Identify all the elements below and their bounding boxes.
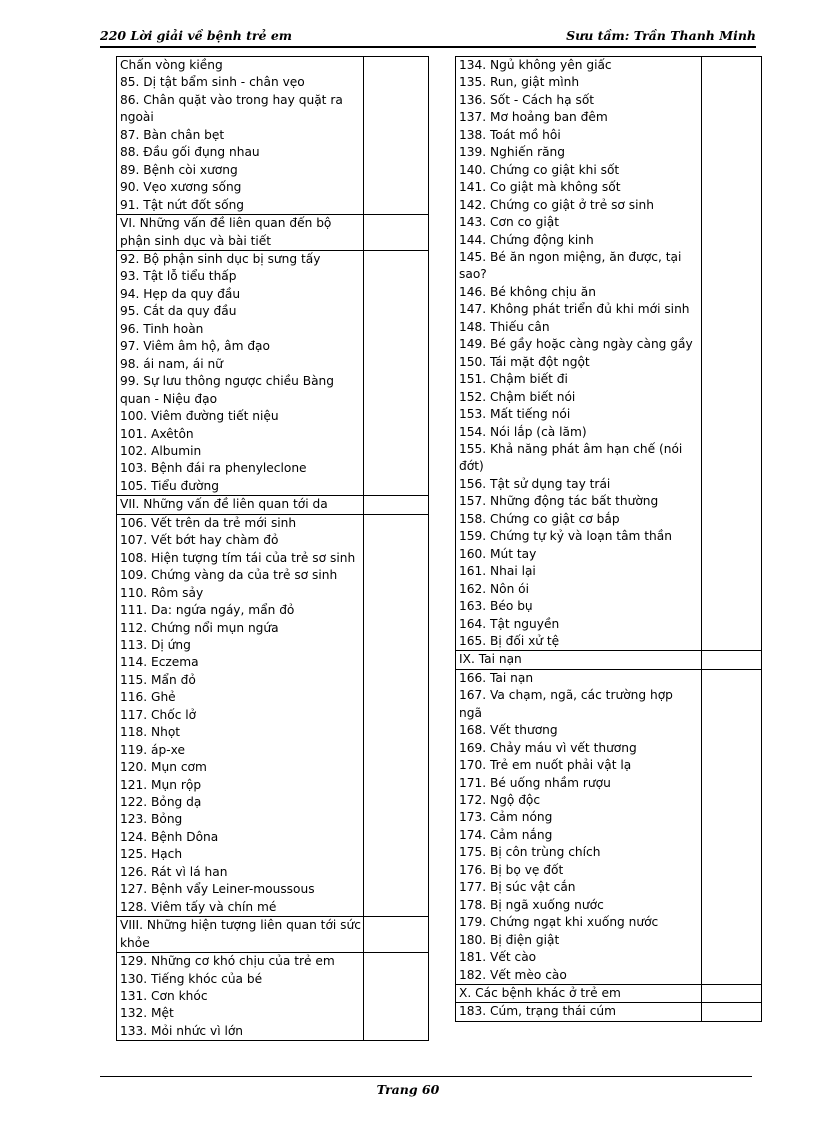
contents-entry: 90. Vẹo xương sống [120,180,242,195]
contents-entry: 93. Tật lỗ tiểu thấp [120,269,237,284]
left-contents-list [117,57,363,1040]
contents-entry: 85. Dị tật bẩm sinh - chân vẹo [120,75,305,90]
contents-entry: 91. Tật nứt đốt sống [120,197,245,212]
contents-entry: 89. Bệnh còi xương [120,162,238,177]
contents-entry: 182. Vết mèo cào [459,967,567,982]
contents-entry: 103. Bệnh đái ra phenyleclone [120,461,307,476]
contents-entry: 115. Mẩn đỏ [120,672,196,687]
contents-entry: 101. Axêtôn [120,426,194,441]
contents-entry: 176. Bị bọ vẹ đốt [459,862,564,877]
section-heading: X. Các bệnh khác ở trẻ em [456,984,701,1003]
contents-entry: 168. Vết thương [459,723,558,738]
contents-entry: 131. Cơn khóc [120,989,208,1004]
contents-entry: 92. Bộ phận sinh dục bị sưng tấy [120,251,321,266]
contents-entry: 174. Cảm nắng [459,827,553,842]
contents-entry: 110. Rôm sảy [120,585,204,600]
contents-entry: 151. Chậm biết đi [459,372,568,387]
contents-entry: 142. Chứng co giật ở trẻ sơ sinh [459,197,654,212]
contents-entry: 95. Cắt da quy đầu [120,304,237,319]
contents-entry: 139. Nghiến răng [459,145,566,160]
contents-entry: 172. Ngộ độc [459,793,541,808]
contents-entry: 162. Nôn ói [459,581,530,596]
contents-entry: 127. Bệnh vẩy Leiner-moussous [120,882,315,897]
contents-entry: 178. Bị ngã xuống nước [459,897,604,912]
contents-entry: 106. Vết trên da trẻ mới sinh [120,515,297,530]
contents-entry: 175. Bị côn trùng chích [459,845,601,860]
contents-entry: 122. Bỏng dạ [120,795,202,810]
contents-entry: 164. Tật nguyền [459,616,560,631]
contents-entry: 130. Tiếng khóc của bé [120,971,263,986]
section-row-border [363,495,428,514]
contents-entry: 118. Nhọt [120,725,181,740]
page-header [100,26,756,48]
contents-entry: 161. Nhai lại [459,564,536,579]
contents-entry: 144. Chứng động kinh [459,232,594,247]
contents-entry: 97. Viêm âm hộ, âm đạo [120,339,270,354]
contents-entry: 94. Hẹp da quy đầu [120,286,241,301]
right-contents-column [455,56,762,1022]
contents-entry: 100. Viêm đường tiết niệu [120,409,279,424]
column-divider [363,57,364,1040]
contents-entry: 141. Co giật mà không sốt [459,180,621,195]
contents-entry: 129. Những cơ khó chịu của trẻ em [120,954,335,969]
page-number: Trang 60 [376,1082,440,1097]
contents-entry: 154. Nói lắp (cà lăm) [459,424,587,439]
contents-entry: 120. Mụn cơm [120,760,207,775]
contents-entry: 169. Chảy máu vì vết thương [459,740,637,755]
contents-entry: 157. Những động tác bất thường [459,494,659,509]
contents-entry: 133. Mỏi nhức vì lớn [120,1023,244,1038]
section-row-border [701,984,761,1003]
contents-entry: 121. Mụn rộp [120,777,202,792]
contents-entry: 107. Vết bớt hay chàm đỏ [120,533,279,548]
section-row-border [701,650,761,669]
contents-entry: 138. Toát mồ hôi [459,127,561,142]
contents-entry: 114. Eczema [120,655,199,670]
contents-entry: 148. Thiếu cân [459,319,550,334]
contents-entry: 108. Hiện tượng tím tái của trẻ sơ sinh [120,550,356,565]
contents-entry: 99. Sự lưu thông ngược chiều Bàng quan - Niệu đạo [120,374,335,406]
contents-entry: 135. Run, giật mình [459,75,580,90]
contents-entry: 177. Bị súc vật cắn [459,880,576,895]
contents-entry: Chấn vòng kiềng [120,58,223,72]
contents-entry: 126. Rát vì lá han [120,864,228,879]
section-row-border [363,214,428,251]
contents-entry: 183. Cúm, trạng thái cúm [459,1004,616,1019]
contents-entry: 111. Da: ngứa ngáy, mẩn đỏ [120,603,295,618]
left-contents-column [116,56,429,1041]
contents-entry: 119. áp-xe [120,742,185,757]
contents-entry: 123. Bỏng [120,812,183,827]
section-heading: IX. Tai nạn [456,650,701,669]
contents-entry: 146. Bé không chịu ăn [459,284,596,299]
contents-entry: 160. Mút tay [459,546,537,561]
section-row-border [363,916,428,953]
contents-entry: 105. Tiểu đường [120,478,219,493]
contents-entry: 166. Tai nạn [459,670,534,685]
contents-entry: 88. Đầu gối đụng nhau [120,145,260,160]
contents-entry: 117. Chốc lở [120,707,197,722]
contents-entry: 147. Không phát triển đủ khi mới sinh [459,302,690,317]
contents-entry: 98. ái nam, ái nữ [120,356,223,371]
contents-entry: 181. Vết cào [459,950,537,965]
contents-entry: 109. Chứng vàng da của trẻ sơ sinh [120,568,338,583]
contents-entry: 112. Chứng nổi mụn ngứa [120,620,279,635]
contents-entry: 153. Mất tiếng nói [459,407,571,422]
contents-entry: 86. Chân quặt vào trong hay quặt ra ngoài [120,92,343,125]
contents-entry: 170. Trẻ em nuốt phải vật lạ [459,758,632,773]
contents-entry: 132. Mệt [120,1006,174,1021]
contents-entry: 173. Cảm nóng [459,810,553,825]
contents-entry: 165. Bị đối xử tệ [459,633,560,648]
contents-entry: 113. Dị ứng [120,637,191,652]
contents-entry: 150. Tái mặt đột ngột [459,354,590,369]
contents-entry: 102. Albumin [120,443,202,458]
contents-entry: 125. Hạch [120,847,183,862]
contents-entry: 87. Bàn chân bẹt [120,127,225,142]
contents-entry: 152. Chậm biết nói [459,389,576,404]
contents-entry: 143. Cơn co giật [459,215,559,230]
contents-entry: 136. Sốt - Cách hạ sốt [459,92,595,107]
contents-entry: 149. Bé gầy hoặc càng ngày càng gầy [459,337,693,352]
contents-entry: 167. Va chạm, ngã, các trường hợp ngã [459,688,673,720]
contents-entry: 134. Ngủ không yên giấc [459,58,612,72]
right-contents-list [456,57,701,1021]
contents-entry: 163. Béo bụ [459,599,533,614]
section-heading: VIII. Những hiện tượng liên quan tới sức khỏe [117,916,363,953]
contents-entry: 96. Tinh hoàn [120,321,204,336]
document-title: 220 Lời giải về bệnh trẻ em [100,28,292,43]
contents-entry: 124. Bệnh Dôna [120,829,219,844]
contents-entry: 116. Ghẻ [120,690,176,705]
contents-entry: 158. Chứng co giật cơ bắp [459,511,620,526]
contents-entry: 179. Chứng ngạt khi xuống nước [459,915,659,930]
contents-entry: 180. Bị điện giật [459,932,560,947]
footer-rule [100,1076,752,1077]
contents-entry: 159. Chứng tự kỷ và loạn tâm thần [459,529,672,544]
contents-entry: 137. Mơ hoảng ban đêm [459,110,608,125]
contents-entry: 155. Khả năng phát âm hạn chế (nói đớt) [459,441,683,474]
column-divider [701,57,702,1021]
contents-entry: 145. Bé ăn ngon miệng, ăn được, tại sao? [459,249,682,282]
section-heading: VI. Những vấn đề liên quan đến bộ phận sinh dục và bài tiết [117,214,363,251]
contents-entry: 171. Bé uống nhầm rượu [459,775,611,790]
contents-entry: 140. Chứng co giật khi sốt [459,162,620,177]
contents-entry: 156. Tật sử dụng tay trái [459,476,611,491]
contents-entry: 128. Viêm tấy và chín mé [120,899,277,914]
section-heading: VII. Những vấn đề liên quan tới da [117,495,363,514]
document-author: Sưu tầm: Trần Thanh Minh [566,28,756,43]
